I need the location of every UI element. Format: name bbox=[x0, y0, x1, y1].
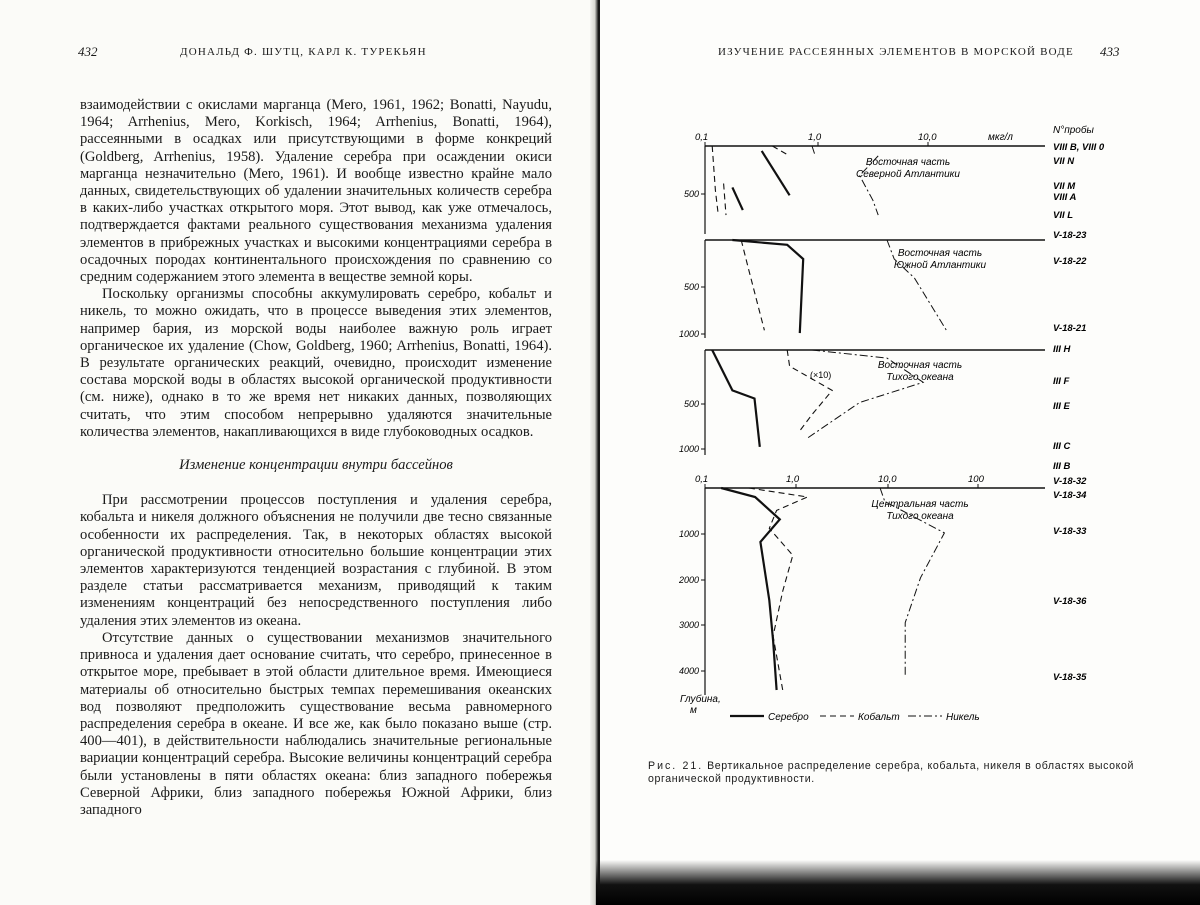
y-tick-label: 500 bbox=[683, 399, 699, 409]
sample-label: III H bbox=[1053, 344, 1071, 355]
region-label-2: Восточная часть Южной Атлантики bbox=[893, 248, 987, 271]
left-page bbox=[0, 0, 590, 905]
vertical-distribution-chart bbox=[650, 110, 1170, 755]
x-tick-label: 1,0 bbox=[808, 132, 822, 143]
page-number-right: 433 bbox=[1100, 44, 1120, 59]
region-label-4: Центральная часть Тихого океана bbox=[871, 499, 969, 522]
paragraph-3: При рассмотрении процессов поступления и удаления серебра, кобальта и никеля должного объяснения не получили две тесно связанные особенности их распределения. Так, в некоторых областях высокой органической продуктивности относительно большие концентрации этих элементов характеризуются тенденцией возрастания с глубиной. В этом разделе статьи рассматривается механизм, приводящий к таким изменениям концентраций без непосредственного поступления либо удаления этих элементов из океана. bbox=[80, 492, 552, 629]
legend-label-1: Серебро bbox=[768, 712, 809, 723]
sample-label: VII L bbox=[1053, 210, 1074, 221]
y-tick-label: 3000 bbox=[678, 620, 699, 630]
paragraph-1: взаимодействии с окислами марганца (Mero, 1961, 1962; Bonatti, Nayudu, 1964; Arrhenius, Mero, Korkisch, 1964; Arrhenius, Bonatti, 1964), рассеянными в осадках или присутствующими в форме конкреций (Goldberg, Arrhenius, 1958). Удаление серебра при осаждении окиси марганца незначительно (Mero, 1961). И вообще известно крайне мало данных, свидетельствующих об удалении значительных количеств серебра в каких-либо участках открытого моря. Этот вывод, как уже отмечалось, подтверждается фактами реального существования механизма удаления элементов в прибрежных участках и высокими концентрациями серебра в осадочных породах континентального происхождения по сравнению со средним содержанием этого элемента в веществе земной коры. bbox=[80, 97, 552, 286]
series-line-cobalt bbox=[787, 350, 832, 431]
y-tick-label: 500 bbox=[683, 189, 699, 199]
x-tick-label: 0,1 bbox=[695, 474, 709, 485]
sample-label: V-18-22 bbox=[1053, 256, 1087, 267]
sample-label: III F bbox=[1053, 376, 1070, 387]
y-tick-label: 500 bbox=[683, 282, 699, 292]
x-tick-label: 100 bbox=[968, 474, 984, 485]
y-tick-label: 2000 bbox=[678, 575, 699, 585]
series-line-cobalt bbox=[772, 146, 789, 156]
sample-label: V-18-35 bbox=[1053, 672, 1087, 683]
sample-label: V-18-21 bbox=[1053, 323, 1087, 334]
sample-label: III C bbox=[1053, 441, 1071, 452]
x-tick-label: 1,0 bbox=[786, 474, 800, 485]
body-text bbox=[80, 97, 552, 819]
series-line-cobalt bbox=[724, 184, 726, 216]
series-line-silver bbox=[762, 151, 790, 195]
x-tick-label: 0,1 bbox=[695, 132, 709, 143]
scale-annotation: (×10) bbox=[810, 370, 832, 380]
sample-label: V-18-33 bbox=[1053, 526, 1087, 537]
sample-label: V-18-23 bbox=[1053, 230, 1087, 241]
series-line-silver bbox=[732, 240, 803, 333]
series-line-silver bbox=[721, 488, 780, 690]
running-head-left: ДОНАЛЬД Ф. ШУТЦ, КАРЛ К. ТУРЕКЬЯН bbox=[180, 46, 427, 58]
caption-label: Рис. 21. bbox=[648, 760, 704, 772]
region-label-1: Восточная часть Северной Атлантики bbox=[856, 157, 960, 180]
region-label-3: Восточная часть Тихого океана bbox=[877, 360, 963, 383]
x-unit-label: мкг/л bbox=[988, 132, 1013, 143]
section-title: Изменение концентрации внутри бассейнов bbox=[179, 457, 453, 474]
y-tick-label: 4000 bbox=[678, 666, 699, 676]
y-tick-label: 1000 bbox=[678, 329, 699, 339]
figure-caption bbox=[648, 760, 1134, 786]
sample-label: VII N bbox=[1053, 156, 1075, 167]
sample-label: III B bbox=[1053, 461, 1071, 472]
legend-label-2: Кобальт bbox=[858, 712, 900, 723]
sample-label: V-18-34 bbox=[1053, 490, 1087, 501]
sample-label: V-18-36 bbox=[1053, 596, 1087, 607]
sample-header: N°пробы bbox=[1053, 125, 1094, 136]
y-axis-label: Глубина, bbox=[680, 694, 721, 705]
y-tick-label: 1000 bbox=[678, 529, 699, 539]
page-shadow bbox=[596, 860, 1200, 905]
y-axis-unit: м bbox=[690, 705, 697, 716]
sample-label: VII M bbox=[1053, 181, 1076, 192]
running-head-right: ИЗУЧЕНИЕ РАССЕЯННЫХ ЭЛЕМЕНТОВ В МОРСКОЙ ВОДЕ bbox=[718, 46, 1074, 58]
series-line-nickel bbox=[812, 146, 815, 154]
x-tick-label: 10,0 bbox=[918, 132, 937, 143]
sample-label: III E bbox=[1053, 401, 1070, 412]
x-tick-label: 10,0 bbox=[878, 474, 897, 485]
page-number-left: 432 bbox=[78, 44, 98, 59]
paragraph-4: Отсутствие данных о существовании механизмов значительного привноса и удаления дает основание считать, что серебро, принесенное в открытое море, пребывает в этой области длительное время. Имеющиеся материалы об относительно быстрых темпах перемешивания океанских вод позволяют предположить существование весьма равномерного распределения серебра в океане. И все же, как было показано выше (стр. 400—401), в действительности наблюдались значительные региональные вариации концентраций серебра. Высокие величины концентраций серебра были установлены в пяти областях океана: близ западного побережья Северной Африки, близ западного побережья Южной Африки, близ западного bbox=[80, 629, 552, 818]
paragraph-2: Поскольку организмы способны аккумулировать серебро, кобальт и никель, то можно ожидать, что в процессе выведения этих элементов, например бария, из морской воды наиболее важную роль играет органическое их удаление (Chow, Goldberg, 1960; Arrhenius, Bonatti, 1964). В результате органических реакций, очевидно, происходит изменение состава морской воды в областях высокой органической продуктивности (см. ниже), однако в то же время нет никаких данных, позволяющих считать, что этим способом непрерывно удаляются значительные количества элементов, накапливающихся в виде глубоководных осадков. bbox=[80, 286, 552, 440]
sample-label: VIII B, VIII 0 bbox=[1053, 142, 1105, 153]
series-line-cobalt bbox=[712, 146, 718, 215]
legend-label-3: Никель bbox=[946, 712, 980, 723]
sample-label: V-18-32 bbox=[1053, 476, 1087, 487]
series-line-silver bbox=[732, 187, 742, 210]
series-line-silver bbox=[712, 350, 760, 447]
caption-text: Вертикальное распределение серебра, кобальта, никеля в областях высокой органической продуктивности. bbox=[648, 760, 1134, 785]
sample-label: VIII A bbox=[1053, 192, 1077, 203]
series-line-cobalt bbox=[741, 240, 764, 330]
y-tick-label: 1000 bbox=[678, 444, 699, 454]
